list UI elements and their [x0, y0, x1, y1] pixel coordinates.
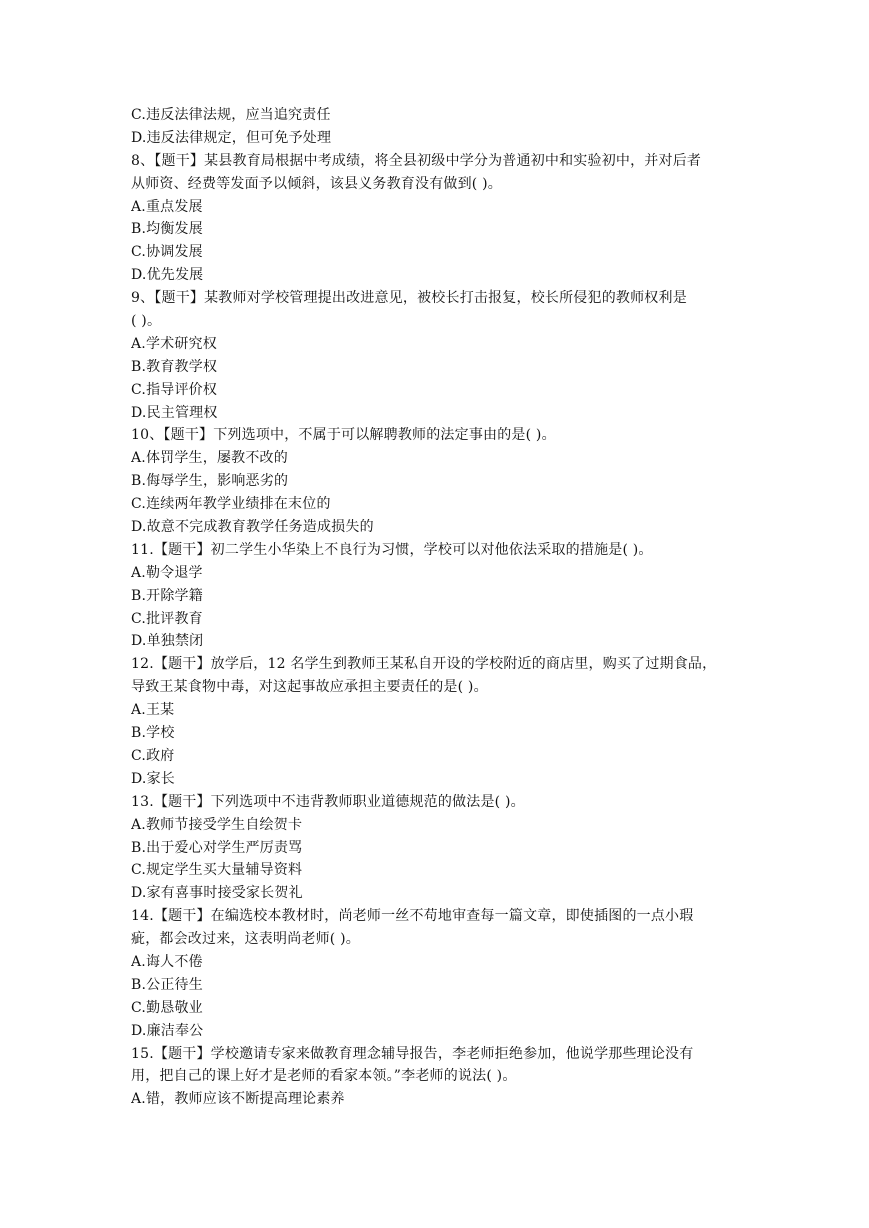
text-line: 疵，都会改过来，这表明尚老师( )。	[131, 931, 360, 948]
text-line: A.王某	[131, 702, 175, 719]
text-line: D.家有喜事时接受家长贺礼	[131, 885, 303, 902]
text-line: C.指导评价权	[131, 381, 218, 398]
text-line: C.勤恳敬业	[131, 999, 203, 1016]
text-line: 10、【题干】下列选项中，不属于可以解聘教师的法定事由的是( )。	[131, 427, 556, 444]
text-line: 11.【题干】初二学生小华染上不良行为习惯，学校可以对他依法采取的措施是( )。	[131, 541, 653, 558]
text-line: B.公正待生	[131, 976, 203, 993]
text-line: B.学校	[131, 725, 175, 742]
text-line: A.勒令退学	[131, 564, 203, 581]
text-line: B.开除学籍	[131, 587, 203, 604]
text-line: D.单独禁闭	[131, 633, 204, 650]
text-line: A.重点发展	[131, 198, 203, 215]
text-line: ( )。	[131, 313, 162, 330]
text-line: A.诲人不倦	[131, 953, 203, 970]
text-line: D.违反法律规定，但可免予处理	[131, 129, 332, 146]
text-line: C.政府	[131, 747, 175, 764]
text-line: 8、【题干】某县教育局根据中考成绩，将全县初级中学分为普通初中和实验初中，并对后者	[131, 152, 702, 169]
text-line: A.错，教师应该不断提高理论素养	[131, 1091, 345, 1108]
text-line: A.体罚学生，屡教不改的	[131, 450, 288, 467]
text-line: 从师资、经费等发面予以倾斜，该县义务教育没有做到( )。	[131, 175, 502, 192]
text-line: B.出于爱心对学生严厉责骂	[131, 839, 303, 856]
text-line: A.学术研究权	[131, 335, 217, 352]
text-line: C.连续两年教学业绩排在末位的	[131, 496, 331, 513]
text-line: B.侮辱学生，影响恶劣的	[131, 473, 289, 490]
text-line: 15.【题干】学校邀请专家来做教育理念辅导报告，李老师拒绝参加，他说学那些理论没有	[131, 1045, 694, 1062]
text-line: D.廉洁奉公	[131, 1022, 204, 1039]
text-line: D.故意不完成教育教学任务造成损失的	[131, 519, 374, 536]
text-line: 9、【题干】某教师对学校管理提出改进意见，被校长打击报复，校长所侵犯的教师权利是	[131, 290, 687, 307]
document-page	[131, 104, 741, 1111]
text-line: D.优先发展	[131, 267, 204, 284]
text-line: C.违反法律法规，应当追究责任	[131, 107, 331, 123]
text-line: A.教师节接受学生自绘贺卡	[131, 816, 303, 833]
text-line: 14.【题干】在编选校本教材时，尚老师一丝不苟地审查每一篇文章，即使插图的一点小瑕	[131, 908, 694, 925]
text-line: 13.【题干】下列选项中不违背教师职业道德规范的做法是( )。	[131, 793, 525, 810]
text-line: C.规定学生买大量辅导资料	[131, 862, 303, 879]
text-line: 用，把自己的课上好才是老师的看家本领。”李老师的说法( )。	[131, 1068, 517, 1085]
text-line: D.家长	[131, 770, 175, 787]
text-line: 12.【题干】放学后，12 名学生到教师王某私自开设的学校附近的商店里，购买了过期食品，	[131, 656, 717, 673]
text-line: B.均衡发展	[131, 221, 203, 238]
text-line: 导致王某食物中毒，对这起事故应承担主要责任的是( )。	[131, 679, 488, 696]
text-line: D.民主管理权	[131, 404, 218, 421]
text-line: C.协调发展	[131, 244, 203, 261]
text-line: C.批评教育	[131, 610, 203, 627]
text-line: B.教育教学权	[131, 358, 218, 375]
